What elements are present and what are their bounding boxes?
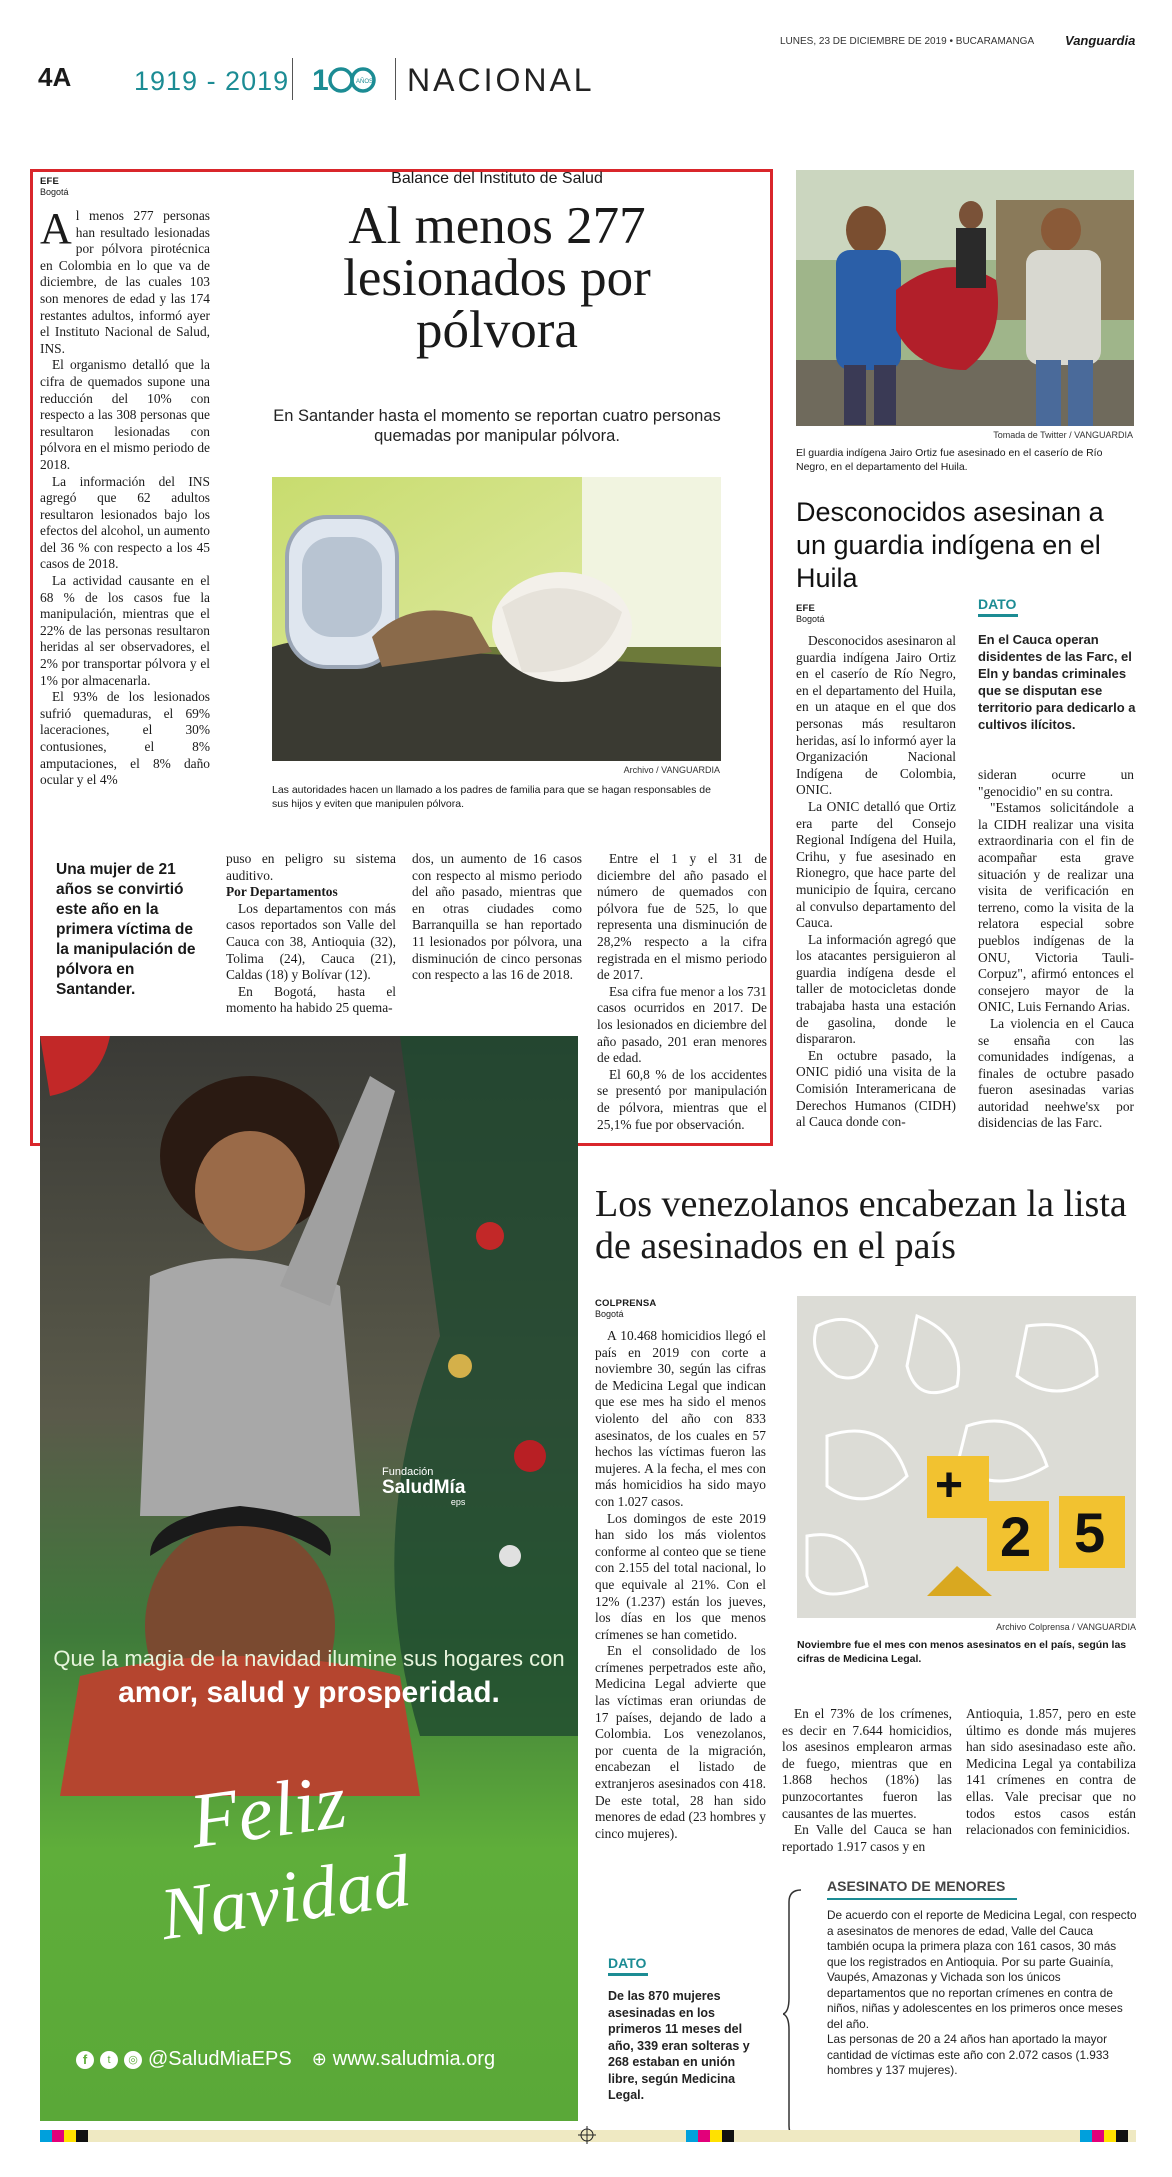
- dato-bar: [608, 1973, 648, 1976]
- venezuela-col-2: En el 73% de los crímenes, es decir en 7.644 homicidios, los asesinos emplearon armas de fuego, mientras que en 1.868 hechos (18%) las punzocortantes fueron las causantes de las muertes. En Valle del Cauca se han reportado 1.917 casos y en: [782, 1706, 952, 1854]
- foundation-small: Fundación: [382, 1466, 434, 1478]
- divider: [292, 58, 293, 100]
- divider: [395, 58, 396, 100]
- years-label: 1919 - 2019: [134, 66, 290, 96]
- pull-quote: Una mujer de 21 años se convirtió este año en la primera víctima de la manipulación de pólvora en Santander.: [56, 861, 196, 998]
- indigenous-guard-photo: [796, 170, 1134, 426]
- venezuela-col-1: A 10.468 homicidios llegó el país en 2019 con corte a noviembre 30, según las cifras de Medicina Legal que indican que ese mes ha sido el menos violento del año con 833 asesinatos, de los cuales en 57 hechos las víctimas fueron las mujeres. A la fecha, el mes con más homicidios ha sido mayo con 1.027 casos. Los domingos de este 2019 han sido los más violentos conforme al conteo que se tiene con 2.155 del total nacional, lo que equivale al 21%. Con el 12% (1.237) están los jueves, los días en los que menos crímenes se han cometido. En el consolidado de los crímenes perpetrados este año, Medicina Legal advierte que las víctimas eran oriundas de 17 países, dejando de lado a Colombia. Los venezolanos, por cuenta de la migración, encabezan el listado de extranjeros asesinados con 418. De este total, 28 han sido menores de edad (23 hombres y cinco mujeres).: [595, 1328, 766, 1841]
- venezuela-col-3: Antioquia, 1.857, pero en este último es donde más mujeres han sido asesinadaso este año. Medicina Legal ya contabiliza 141 crímenes en contra de ellas. Vale precisar que no todos estos casos están relacionados con feminicidios.: [966, 1706, 1136, 1838]
- main-headline: Al menos 277 lesionados por pólvora: [343, 197, 651, 359]
- color-swatches-mid: [686, 2130, 734, 2142]
- main-kicker: Balance del Instituto de Salud: [391, 170, 603, 187]
- foundation-logo: [382, 1466, 465, 1507]
- svg-text:1: 1: [312, 64, 329, 96]
- box-text: De acuerdo con el reporte de Medicina Legal, con respecto a asesinatos de menores de edad, Valle del Cauca también ocupa la primera plaza con 161 casos, 30 más que los registrados en Antioquia. Por su parte Guainía, Vaupés, Amazonas y Vichada son los únicos departamentos que no reportan crímenes en contra de niños, niñas y adolescentes en los primeros once meses del año. Las personas de 20 a 24 años han aportado la mayor cantidad de víctimas este año con 2.072 casos (1.933 hombres y 137 mujeres).: [827, 1908, 1137, 2077]
- subhead-departamentos: Por Departamentos: [226, 884, 338, 900]
- foundation-eps: eps: [450, 1497, 466, 1507]
- ad-message-bold: amor, salud y prosperidad.: [118, 1676, 500, 1709]
- dato-bar: [978, 614, 1018, 617]
- box-title: ASESINATO DE MENORES: [827, 1878, 1006, 1894]
- color-swatches-left: [40, 2130, 88, 2142]
- dato-text: De las 870 mujeres asesinadas en los primeros 11 meses del año, 339 eran solteras y 268 estaban en unión libre, según Medicina Legal.: [608, 1989, 750, 2102]
- svg-text:AÑOS: AÑOS: [356, 79, 374, 85]
- color-swatches-right: [1080, 2130, 1128, 2142]
- globe-icon: ⊕: [311, 2049, 327, 2069]
- venezuela-byline: COLPRENSA Bogotá: [595, 1298, 657, 1319]
- huila-byline: EFE Bogotá: [796, 603, 825, 624]
- registration-mark: [578, 2126, 596, 2144]
- instagram-icon[interactable]: ◎: [124, 2051, 142, 2069]
- venezuela-photo-credit: Archivo Colprensa / VANGUARDIA: [996, 1622, 1136, 1632]
- page-header: [0, 0, 1172, 110]
- venezuela-photo-caption: Noviembre fue el mes con menos asesinatos en el país, según las cifras de Medicina Legal.: [797, 1639, 1127, 1665]
- main-photo-credit: Archivo / VANGUARDIA: [623, 765, 720, 775]
- huila-col-2: sideran ocurre un "genocidio" en su contra. "Estamos solicitándole a la CIDH realizar una visita extraordinaria con el fin de acompañar esta grave situación y de realizar una visita de verificación en terreno, como la visita de la relatora especial sobre pueblos indígenas de la ONU, Victoria Tauli-Corpuz", afirmó entonces el consejero mayor de la ONIC, Luis Fernando Arias. La violencia en el Cauca se ensaña con las comunidades indígenas, a finales de octubre pasado fueron asesinadas varias autoridad neehwe'sx por disidencias de las Farc.: [978, 767, 1134, 1131]
- main-subheadline: En Santander hasta el momento se reportan cuatro personas quemadas por manipular pólvora.: [273, 407, 721, 445]
- venezuela-dato-box: [608, 1955, 753, 2104]
- dato-title: DATO: [608, 1955, 647, 1971]
- drop-cap: A: [40, 204, 72, 253]
- masthead: Vanguardia: [1065, 33, 1136, 48]
- twitter-icon[interactable]: t: [100, 2051, 118, 2069]
- main-byline: EFE Bogotá: [40, 176, 69, 197]
- huila-col-1: Desconocidos asesinaron al guardia indígena Jairo Ortiz en el caserío de Río Negro, en el departamento del Huila, en un ataque en el que dos personas más resultaron heridas, así lo informó ayer la Organización Nacional Indígena de Colombia, ONIC. La ONIC detalló que Ortiz era parte del Consejo Regional Indígena del Huila, Crihu, y fue asesinado en Rionegro, que hace parte del municipio de Íquira, cercano al convulso departamento del Cauca. La información agregó que los atacantes persiguieron al guardia indígena desde el taller de motocicletas donde trabajaba hasta una estación de gasolina, donde le dispararon. En octubre pasado, la ONIC pidió una visita de la Comisión Interamericana de Derechos Humanos (CIDH) al Cauca donde con-: [796, 633, 956, 1130]
- evidence-marker-5: 5: [1074, 1501, 1106, 1564]
- ad-greeting-2: Navidad: [155, 1839, 416, 1957]
- main-col-1: Al menos 277 personas han resultado lesionadas por pólvora pirotécnica en Colombia en lo que va de diciembre, de las cuales 103 son menores de edad y las 174 restantes adultos, informó ayer el Instituto Nacional de Salud, INS. El organismo detalló que la cifra de quemados supone una reducción del 10% con respecto a las 308 personas que resultaron lesionadas con pólvora en el mismo periodo de 2018. La información del INS agregó que 62 adultos resultaron lesionados bajo los efectos del alcohol, un aumento del 36 % con respecto a los 45 casos de 2018. La actividad causante en el 68 % de los casos fue la manipulación, mientras que el 22% de las personas resultaron heridas al ser observadores, el 2% por transportar pólvora y el 1% por almacenarla. El 93% de los lesionados sufrió quemaduras, el 69% laceraciones, el 30% contusiones, el 8% amputaciones, el 8% daño ocular y el 4%: [40, 204, 210, 788]
- huila-photo-caption: El guardia indígena Jairo Ortiz fue asesinado en el caserío de Río Negro, en el departamento del Huila.: [796, 447, 1103, 473]
- dato-title: DATO: [978, 596, 1017, 612]
- evidence-marker-plus: +: [935, 1459, 964, 1512]
- burn-victim-photo: [272, 477, 721, 761]
- box-title-bar: [827, 1898, 1017, 1900]
- page-number: 4A: [38, 62, 72, 92]
- crime-scene-photo: [797, 1296, 1136, 1618]
- huila-dato-box: [978, 596, 1138, 733]
- social-handle[interactable]: @SaludMiaEPS: [148, 2048, 292, 2070]
- dato-text: En el Cauca operan disidentes de las Farc, el Eln y bandas criminales que se disputan ese territorio para dedicarlo a cultivos ilícitos.: [978, 632, 1136, 732]
- saludmia-ad: [40, 1036, 578, 2121]
- main-col-3: dos, un aumento de 16 casos con respecto al mismo periodo del año pasado, mientras que en otras ciudades como Barranquilla se han reportado 11 lesionados por pólvora, una disminución de cinco personas con respecto a las 16 de 2018.: [412, 851, 582, 983]
- main-col-4: Entre el 1 y el 31 de diciembre del año pasado el número de quemados con pólvora fue de 525, lo que representa una disminución de 28,2% respecto a la cifra registrada en el mismo periodo de 2017. Esa cifra fue menor a los 731 casos ocurridos en 2017. De los lesionados en diciembre del año pasado, 201 eran menores de edad. El 60,8 % de los accidentes se presentó por manipulación de pólvora, mientras que el 25,1% fue por observación.: [597, 851, 767, 1132]
- facebook-icon[interactable]: f: [76, 2051, 94, 2069]
- huila-photo-credit: Tomada de Twitter / VANGUARDIA: [993, 430, 1133, 440]
- huila-headline: Desconocidos asesinan a un guardia indígena en el Huila: [796, 497, 1104, 593]
- evidence-marker-2: 2: [1000, 1505, 1032, 1568]
- venezuela-headline: Los venezolanos encabezan la lista de asesinados en el país: [595, 1183, 1127, 1267]
- main-photo-caption: Las autoridades hacen un llamado a los padres de familia para que se hagan responsables de sus hijos y eviten que manipulen pólvora.: [272, 784, 711, 810]
- foundation-name: SaludMía: [382, 1477, 466, 1498]
- bracket: [783, 1888, 803, 2140]
- main-col-2: puso en peligro su sistema auditivo. Por Departamentos Los departamentos con más casos reportados son Valle del Cauca con 38, Antioquia (32), Tolima (24), Cauca (21), Caldas (18) y Bolívar (12). En Bogotá, hasta el momento ha habido 25 quema-: [226, 851, 396, 1016]
- ad-message: Que la magia de la navidad ilumine sus hogares con: [53, 1646, 565, 1671]
- date-line: LUNES, 23 DE DICIEMBRE DE 2019 • BUCARAMANGA: [780, 36, 1035, 47]
- section-title: NACIONAL: [407, 62, 595, 98]
- anniversary-logo: [312, 62, 382, 96]
- social-bar: [76, 2048, 495, 2071]
- ad-greeting-1: Feliz: [184, 1756, 352, 1865]
- website-link[interactable]: www.saludmia.org: [332, 2048, 496, 2070]
